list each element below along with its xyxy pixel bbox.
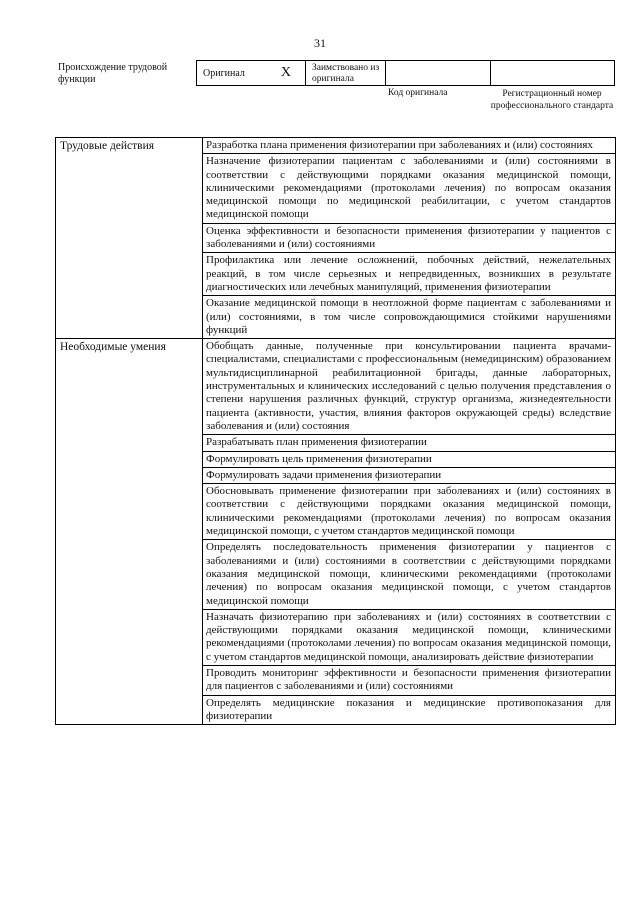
reg-number-caption: Регистрационный номер профессионального стандарта <box>490 89 614 111</box>
original-label: Оригинал <box>203 67 245 79</box>
page-number: 31 <box>314 36 326 50</box>
table-entry: Обобщать данные, полученные при консультировании пациента врачами-специалистами, специалистами с профессиональным (немедицинским) образованием мультидисциплинарной реабилитационной бригады, данные лабораторных, инструментальных и клинических исследований с целью получения представления о степени нарушения различных функций, структур организма, жизнедеятельности пациента (активности, участия, влияния факторов окружающей среды) вследствие заболевания и (или) состояния <box>206 340 611 432</box>
reg-number-cell <box>490 61 614 85</box>
table-entry: Профилактика или лечение осложнений, побочных действий, нежелательных реакций, в том числе серьезных и непредвиденных, возникших в результате диагностических или лечебных манипуляций, применения физиотерапии <box>203 252 615 295</box>
section-label: Трудовые действия <box>56 138 203 339</box>
code-caption: Код оригинала <box>388 88 448 98</box>
labor-functions-table <box>55 137 616 725</box>
table-entry: Назначать физиотерапию при заболеваниях и (или) состояниях в соответствии с действующими порядками оказания медицинской помощи, клиническими рекомендациями (протоколами лечения) по вопросам оказания медицинской помощи, с учетом стандартов медицинской помощи, анализировать действие физиотерапии <box>203 609 615 665</box>
table-entry: Назначение физиотерапии пациентам с заболеваниями и (или) состояниями в соответствии с действующими порядками оказания медицинской помощи, клиническими рекомендациями (протоколами лечения) по вопросам оказания медицинской помощи по медицинской реабилитации, с учетом стандартов медицинской помощи <box>203 153 615 222</box>
table-entry: Формулировать задачи применения физиотерапии <box>203 467 615 483</box>
table-entry: Обосновывать применение физиотерапии при заболеваниях и (или) состояниях в соответствии с действующими порядками оказания медицинской помощи, клиническими рекомендациями (протоколами лечения) по вопросам оказания медицинской помощи, с учетом стандартов медицинской помощи <box>203 483 615 539</box>
original-mark: X <box>280 65 292 80</box>
table-entry: Определять медицинские показания и медицинские противопоказания для физиотерапии <box>203 695 615 725</box>
table-entry: Формулировать цель применения физиотерапии <box>203 451 615 467</box>
table-entry: Проводить мониторинг эффективности и безопасности применения физиотерапии для пациентов с заболеваниями и (или) состояниями <box>203 665 615 695</box>
section-label: Необходимые умения <box>56 339 203 725</box>
table-entry: Оценка эффективности и безопасности применения физиотерапии у пациентов с заболеваниями и (или) состояниями <box>203 223 615 253</box>
section-items <box>203 138 616 339</box>
table-entry: Определять последовательность применения физиотерапии у пациентов с заболеваниями и (или) состояниями в соответствии с действующими порядками оказания медицинской помощи, клиническими рекомендациями (протоколами лечения) по вопросам оказания медицинской помощи, с учетом стандартов медицинской помощи <box>203 539 615 608</box>
code-cell <box>385 61 490 85</box>
section-row-skills <box>56 339 616 725</box>
section-items <box>203 339 616 725</box>
origin-box <box>196 60 615 86</box>
origin-label: Происхождение трудовой функции <box>58 62 168 85</box>
table-entry: Разработка плана применения физиотерапии при заболеваниях и (или) состояниях <box>206 139 593 151</box>
borrowed-cell: Заимствовано из оригинала <box>305 61 385 85</box>
table-entry: Разрабатывать план применения физиотерапии <box>203 434 615 450</box>
table-entry: Оказание медицинской помощи в неотложной форме пациентам с заболеваниями и (или) состояниями, в том числе сопровождающимися стойкими нарушениями функций <box>203 295 615 338</box>
section-row-actions <box>56 138 616 339</box>
original-cell <box>197 61 305 85</box>
